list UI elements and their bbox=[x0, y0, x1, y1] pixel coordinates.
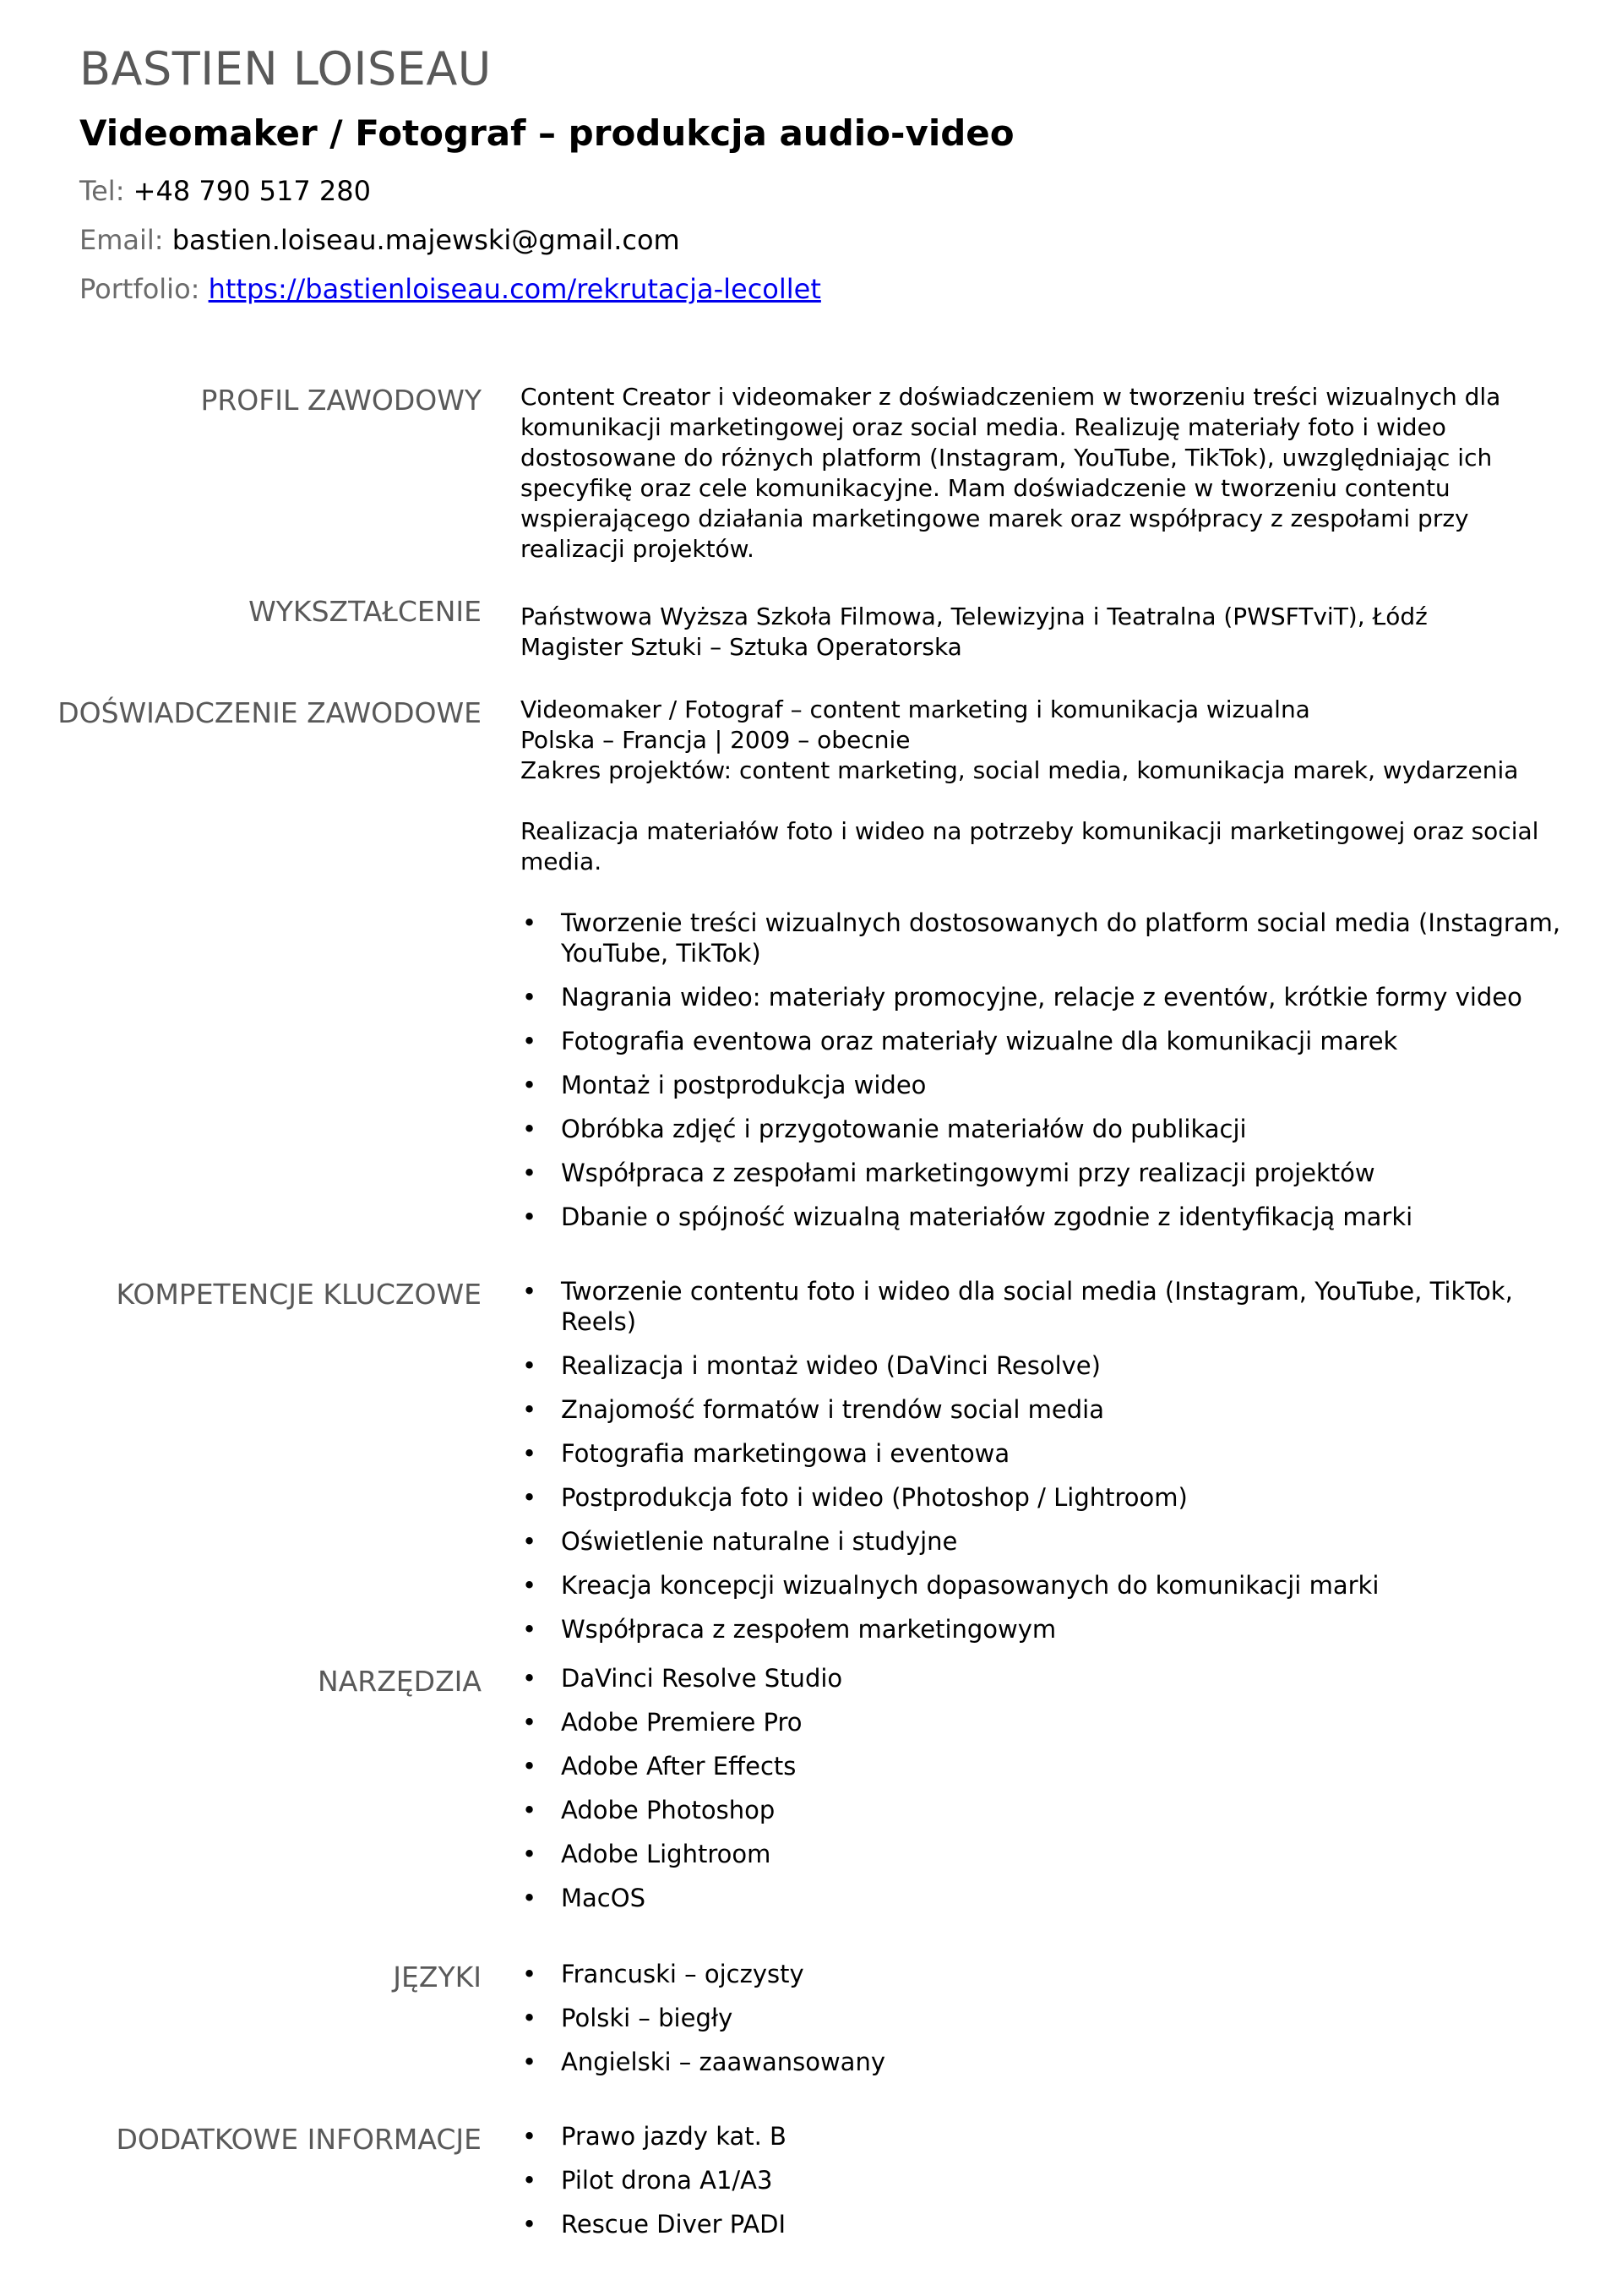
bullet-icon: • bbox=[522, 1527, 537, 1556]
list-item: • Montaż i postprodukcja wideo bbox=[522, 1071, 927, 1099]
section-title: WYKSZTAŁCENIE bbox=[248, 595, 482, 628]
list-item: • Rescue Diver PADI bbox=[522, 2210, 787, 2239]
list-item: • Fotografia eventowa oraz materiały wizualne dla komunikacji marek bbox=[522, 1027, 1398, 1055]
bullet-icon: • bbox=[522, 1277, 537, 1306]
section-body bbox=[520, 382, 1568, 564]
list-item: • Francuski – ojczysty bbox=[522, 1960, 804, 1988]
section-body bbox=[520, 695, 1568, 1232]
bullet-icon: • bbox=[522, 2210, 537, 2239]
additional-list bbox=[520, 2121, 1568, 2239]
list-item: • MacOS bbox=[522, 1884, 645, 1912]
experience-scope: Zakres projektów: content marketing, social media, komunikacja marek, wydarzenia bbox=[520, 756, 1519, 784]
experience-list bbox=[520, 908, 1568, 1232]
section-skills bbox=[0, 1276, 1622, 1663]
bullet-icon: • bbox=[522, 1960, 537, 1988]
bullet-icon: • bbox=[522, 1483, 537, 1512]
section-body bbox=[520, 2121, 1568, 2239]
portfolio-link[interactable]: https://bastienloiseau.com/rekrutacja-lecollet bbox=[208, 273, 821, 305]
bullet-icon: • bbox=[522, 1796, 537, 1824]
email-value: bastien.loiseau.majewski@gmail.com bbox=[171, 224, 680, 256]
section-education bbox=[0, 593, 1622, 695]
bullet-icon: • bbox=[522, 1159, 537, 1187]
list-item: • Nagrania wideo: materiały promocyjne, relacje z eventów, krótkie formy video bbox=[522, 983, 1522, 1012]
section-tools bbox=[0, 1663, 1622, 1959]
bullet-icon: • bbox=[522, 1840, 537, 1868]
bullet-icon: • bbox=[522, 1752, 537, 1781]
bullet-icon: • bbox=[522, 2048, 537, 2076]
skills-list bbox=[520, 1276, 1568, 1644]
list-item: • Fotografia marketingowa i eventowa bbox=[522, 1439, 1010, 1468]
section-profile bbox=[0, 382, 1622, 593]
section-title: DODATKOWE INFORMACJE bbox=[116, 2123, 482, 2156]
experience-location: Polska – Francja | 2009 – obecnie bbox=[520, 726, 911, 754]
list-item: • Polski – biegły bbox=[522, 2004, 733, 2032]
cv-header bbox=[79, 37, 1566, 306]
bullet-icon: • bbox=[522, 1708, 537, 1737]
list-item: • Współpraca z zespołem marketingowym bbox=[522, 1615, 1057, 1644]
phone-value: +48 790 517 280 bbox=[133, 175, 371, 207]
portfolio-label: Portfolio: bbox=[79, 273, 200, 305]
section-additional-info bbox=[0, 2121, 1622, 2248]
bullet-icon: • bbox=[522, 1115, 537, 1143]
section-title: NARZĘDZIA bbox=[318, 1665, 482, 1698]
list-item: • Tworzenie contentu foto i wideo dla social media (Instagram, YouTube, TikTok, Reels) bbox=[522, 1277, 1513, 1336]
section-languages bbox=[0, 1959, 1622, 2121]
section-body bbox=[520, 1276, 1568, 1644]
phone-label: Tel: bbox=[79, 175, 125, 207]
education-degree: Magister Sztuki – Sztuka Operatorska bbox=[520, 633, 962, 661]
section-title: DOŚWIADCZENIE ZAWODOWE bbox=[57, 696, 482, 729]
list-item: • Prawo jazdy kat. B bbox=[522, 2122, 787, 2151]
section-title: PROFIL ZAWODOWY bbox=[200, 384, 482, 417]
bullet-icon: • bbox=[522, 983, 537, 1012]
bullet-icon: • bbox=[522, 1071, 537, 1099]
contact-portfolio bbox=[79, 272, 1566, 306]
job-headline: Videomaker / Fotograf – produkcja audio-video bbox=[79, 112, 1015, 154]
list-item: • Adobe Lightroom bbox=[522, 1840, 771, 1868]
section-body bbox=[520, 602, 1568, 663]
list-item: • Angielski – zaawansowany bbox=[522, 2048, 885, 2076]
list-item: • DaVinci Resolve Studio bbox=[522, 1664, 843, 1693]
section-experience bbox=[0, 695, 1622, 1276]
bullet-icon: • bbox=[522, 2166, 537, 2195]
contact-email bbox=[79, 223, 1566, 257]
list-item: • Adobe Premiere Pro bbox=[522, 1708, 803, 1737]
tools-list bbox=[520, 1663, 1568, 1913]
bullet-icon: • bbox=[522, 2122, 537, 2151]
list-item: • Znajomość formatów i trendów social media bbox=[522, 1395, 1104, 1424]
list-item: • Oświetlenie naturalne i studyjne bbox=[522, 1527, 958, 1556]
list-item: • Kreacja koncepcji wizualnych dopasowanych do komunikacji marki bbox=[522, 1571, 1380, 1600]
section-title: JĘZYKI bbox=[393, 1961, 482, 1993]
bullet-icon: • bbox=[522, 1351, 537, 1380]
profile-text: Content Creator i videomaker z doświadczeniem w tworzeniu treści wizualnych dla komunikacji marketingowej oraz social media. Realizuję materiały foto i wideo dostosowane do różnych platform (Instagram, YouTube, TikTok), uwzględniając ich specyfikę oraz cele komunikacyjne. Mam doświadczenie w tworzeniu contentu wspierającego działania marketingowe marek oraz współpracy z zespołami przy realizacji projektów. bbox=[520, 383, 1501, 563]
bullet-icon: • bbox=[522, 908, 537, 937]
experience-summary: Realizacja materiałów foto i wideo na potrzeby komunikacji marketingowej oraz social media. bbox=[520, 817, 1539, 875]
list-item: • Adobe After Effects bbox=[522, 1752, 797, 1781]
bullet-icon: • bbox=[522, 1203, 537, 1231]
bullet-icon: • bbox=[522, 1884, 537, 1912]
bullet-icon: • bbox=[522, 1395, 537, 1424]
experience-role: Videomaker / Fotograf – content marketing i komunikacja wizualna bbox=[520, 695, 1310, 723]
bullet-icon: • bbox=[522, 1027, 537, 1055]
bullet-icon: • bbox=[522, 1439, 537, 1468]
languages-list bbox=[520, 1959, 1568, 2077]
section-body bbox=[520, 1663, 1568, 1913]
email-label: Email: bbox=[79, 224, 164, 256]
bullet-icon: • bbox=[522, 1615, 537, 1644]
candidate-name: BASTIEN LOISEAU bbox=[79, 42, 492, 95]
list-item: • Pilot drona A1/A3 bbox=[522, 2166, 773, 2195]
list-item: • Dbanie o spójność wizualną materiałów zgodnie z identyfikacją marki bbox=[522, 1203, 1413, 1231]
cv-sections bbox=[0, 382, 1622, 2248]
list-item: • Tworzenie treści wizualnych dostosowanych do platform social media (Instagram, YouTube, TikTok) bbox=[522, 908, 1561, 968]
list-item: • Realizacja i montaż wideo (DaVinci Resolve) bbox=[522, 1351, 1101, 1380]
list-item: • Współpraca z zespołami marketingowymi przy realizacji projektów bbox=[522, 1159, 1375, 1187]
list-item: • Postprodukcja foto i wideo (Photoshop / Lightroom) bbox=[522, 1483, 1188, 1512]
section-title: KOMPETENCJE KLUCZOWE bbox=[116, 1278, 482, 1311]
bullet-icon: • bbox=[522, 2004, 537, 2032]
contact-phone bbox=[79, 174, 1566, 208]
list-item: • Obróbka zdjęć i przygotowanie materiałów do publikacji bbox=[522, 1115, 1247, 1143]
list-item: • Adobe Photoshop bbox=[522, 1796, 776, 1824]
bullet-icon: • bbox=[522, 1571, 537, 1600]
bullet-icon: • bbox=[522, 1664, 537, 1693]
education-school: Państwowa Wyższa Szkoła Filmowa, Telewizyjna i Teatralna (PWSFTviT), Łódź bbox=[520, 603, 1428, 630]
section-body bbox=[520, 1959, 1568, 2077]
